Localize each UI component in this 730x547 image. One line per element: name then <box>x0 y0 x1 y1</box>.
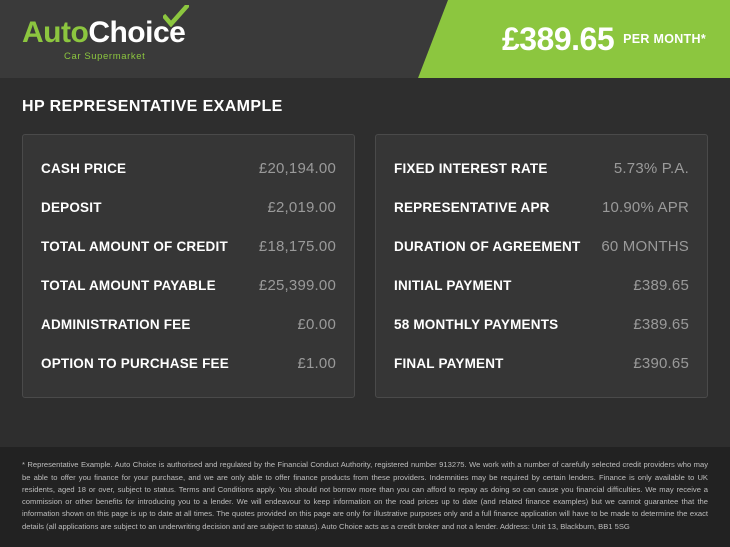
row-value: £389.65 <box>633 316 689 333</box>
row-label: FINAL PAYMENT <box>394 356 504 371</box>
row-label: FIXED INTEREST RATE <box>394 161 548 176</box>
row-label: OPTION TO PURCHASE FEE <box>41 356 229 371</box>
table-row <box>392 266 691 305</box>
row-value: £20,194.00 <box>258 160 336 177</box>
right-details-panel <box>375 134 708 398</box>
check-tick-icon <box>163 5 189 27</box>
table-row <box>39 266 338 305</box>
row-label: REPRESENTATIVE APR <box>394 200 550 215</box>
brand-logo[interactable] <box>0 16 185 62</box>
monthly-price <box>502 0 730 78</box>
row-label: TOTAL AMOUNT PAYABLE <box>41 278 216 293</box>
table-row <box>392 227 691 266</box>
table-row <box>39 344 338 383</box>
row-label: DEPOSIT <box>41 200 102 215</box>
logo-wordmark <box>22 16 185 50</box>
row-value: £18,175.00 <box>258 238 336 255</box>
table-row <box>392 149 691 188</box>
table-row <box>392 188 691 227</box>
logo-tagline: Car Supermarket <box>64 51 146 62</box>
logo-text-auto: Auto <box>22 16 89 49</box>
table-row <box>39 149 338 188</box>
price-period-label: PER MONTH* <box>623 32 706 46</box>
disclaimer-text: * Representative Example. Auto Choice is authorised and regulated by the Financial Conduct Authority, registered number 913275. We work with a number of carefully selected credit providers who may be able to offer you finance for your purchase, and we are only able to offer finance products from these providers. Indemnities may be required by certain lenders. Finance is only available to UK residents, aged 18 or over, subject to status. Terms and Conditions apply. You should not borrow more than you can afford to repay as doing so can cause you financial difficulties. We may receive a commission or other benefits for introducing you to a lender. We will endeavour to keep information on the road prices up to date (and related finance examples) but we cannot guarantee that the information shown on this page is up to date at all times. The quotes provided on this page are only for illustrative purposes only and a full finance application will have to be made to determine the exact details (all applications are subject to an underwriting decision and are subject to status). Auto Choice acts as a credit broker and not a lender. Address: Unit 13, Blackburn, BB1 5SG <box>0 447 730 547</box>
row-value: £2,019.00 <box>267 199 336 216</box>
left-details-panel <box>22 134 355 398</box>
row-value: £389.65 <box>633 277 689 294</box>
logo-text-choice: Choice <box>88 16 186 49</box>
table-row <box>392 344 691 383</box>
row-value: 10.90% APR <box>601 199 689 216</box>
row-value: £25,399.00 <box>258 277 336 294</box>
table-row <box>39 227 338 266</box>
table-row <box>39 188 338 227</box>
header-bar <box>0 0 730 78</box>
row-value: 5.73% P.A. <box>613 160 689 177</box>
row-value: £0.00 <box>297 316 336 333</box>
row-value: 60 MONTHS <box>601 238 689 255</box>
row-value: £390.65 <box>633 355 689 372</box>
details-columns <box>0 116 730 398</box>
page-title: HP REPRESENTATIVE EXAMPLE <box>22 98 283 115</box>
price-amount: £389.65 <box>501 20 615 57</box>
row-label: 58 MONTHLY PAYMENTS <box>394 317 559 332</box>
row-label: INITIAL PAYMENT <box>394 278 512 293</box>
row-label: DURATION OF AGREEMENT <box>394 239 581 254</box>
row-label: ADMINISTRATION FEE <box>41 317 191 332</box>
page-title-bar <box>0 78 730 116</box>
row-label: TOTAL AMOUNT OF CREDIT <box>41 239 228 254</box>
table-row <box>392 305 691 344</box>
row-label: CASH PRICE <box>41 161 127 176</box>
row-value: £1.00 <box>297 355 336 372</box>
table-row <box>39 305 338 344</box>
